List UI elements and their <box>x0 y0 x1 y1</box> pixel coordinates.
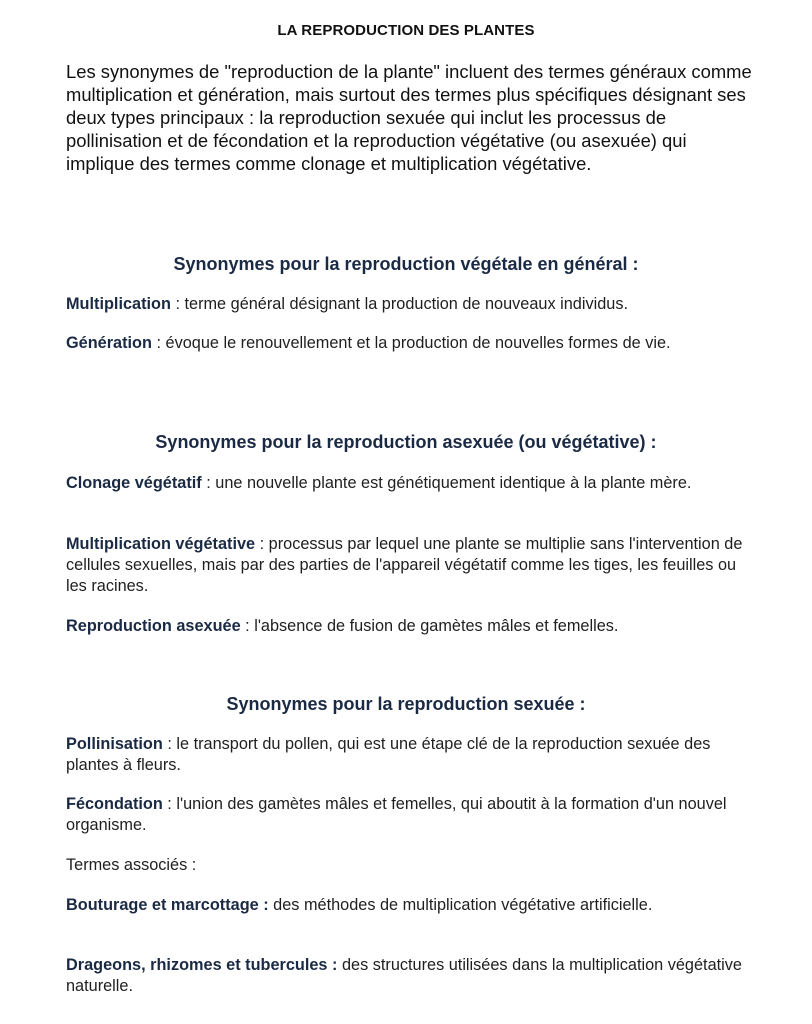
entry-definition: : processus par lequel une plante se multiplie sans l'intervention de cellules sexuelles, mais par des parties de l'appareil végétatif comme les tiges, les feuilles ou les racines. <box>66 535 743 595</box>
entry-drageons-rhizomes-tubercules <box>66 955 746 997</box>
entry-definition: : l'union des gamètes mâles et femelles, qui aboutit à la formation d'un nouvel organisme. <box>66 795 727 834</box>
entry-term: Pollinisation <box>66 735 163 753</box>
entry-definition: des structures utilisées dans la multiplication végétative naturelle. <box>66 956 742 995</box>
entry-multiplication <box>66 294 746 315</box>
entry-generation <box>66 333 746 354</box>
entry-definition: des méthodes de multiplication végétative artificielle. <box>268 896 653 914</box>
entry-definition: : l'absence de fusion de gamètes mâles et femelles. <box>240 617 619 635</box>
section-heading-sexual: Synonymes pour la reproduction sexuée : <box>226 694 586 714</box>
entry-pollinisation <box>66 734 746 776</box>
entry-definition: : le transport du pollen, qui est une étape clé de la reproduction sexuée des plantes à fleurs. <box>66 735 711 774</box>
section-heading-general: Synonymes pour la reproduction végétale en général : <box>173 254 639 274</box>
entry-reproduction-asexuee <box>66 616 746 637</box>
entry-term: Drageons, rhizomes et tubercules : <box>66 956 338 974</box>
intro-paragraph: Les synonymes de "reproduction de la plante" incluent des termes généraux comme multiplication et génération, mais surtout des termes plus spécifiques désignant ses deux types principaux : la reproduction sexuée qui inclut les processus de pollinisation et de fécondation et la reproduction végétative (ou asexuée) qui implique des termes comme clonage et multiplication végétative. <box>66 61 752 174</box>
entry-definition: : une nouvelle plante est génétiquement identique à la plante mère. <box>201 474 692 492</box>
entry-term: Clonage végétatif <box>66 474 202 492</box>
entry-definition: : évoque le renouvellement et la production de nouvelles formes de vie. <box>151 334 671 352</box>
entry-fecondation <box>66 794 746 836</box>
entry-term: Multiplication végétative <box>66 535 256 553</box>
entry-term: Génération <box>66 334 152 352</box>
entry-definition: : terme général désignant la production de nouveaux individus. <box>170 295 628 313</box>
entry-term: Multiplication <box>66 295 171 313</box>
entry-term: Fécondation <box>66 795 163 813</box>
entry-multiplication-vegetative <box>66 534 746 597</box>
entry-bouturage-marcottage <box>66 895 746 916</box>
related-terms-label <box>66 855 746 876</box>
entry-term: Reproduction asexuée <box>66 617 241 635</box>
document-title: LA REPRODUCTION DES PLANTES <box>277 22 535 39</box>
entry-term: Bouturage et marcottage : <box>66 896 269 914</box>
section-heading-asexual: Synonymes pour la reproduction asexuée (ou végétative) : <box>155 432 657 452</box>
entry-definition: Termes associés : <box>66 856 197 874</box>
entry-clonage-vegetatif <box>66 473 746 494</box>
